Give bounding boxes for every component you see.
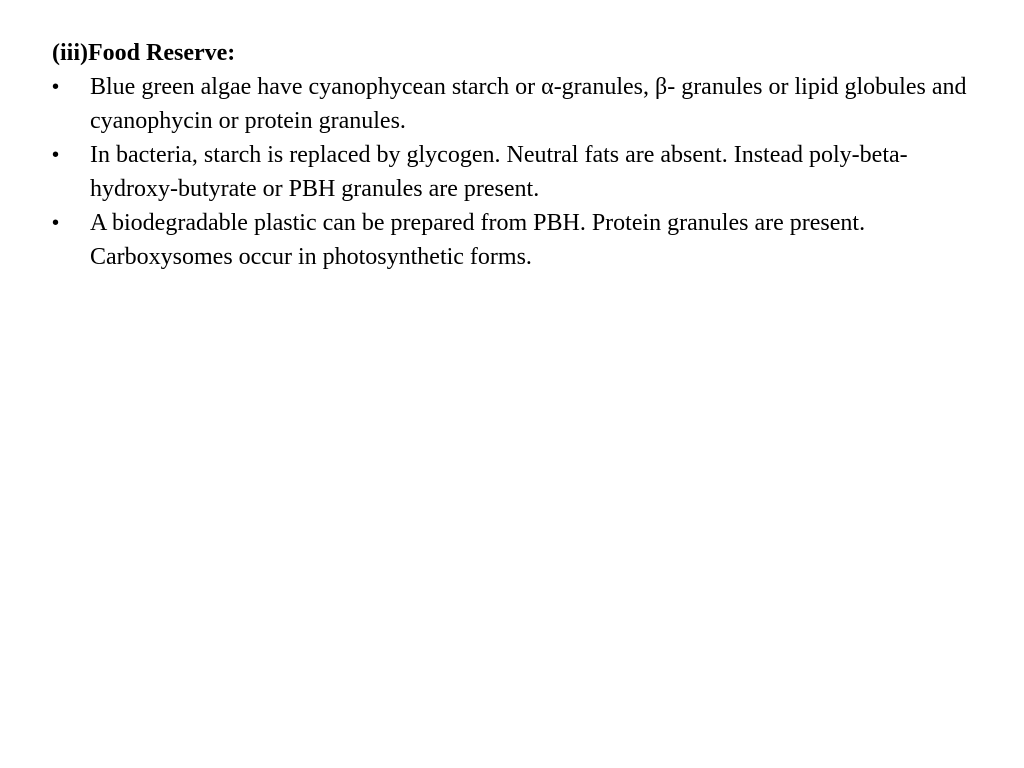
bullet-text: In bacteria, starch is replaced by glycogen. Neutral fats are absent. Instead poly-beta-hydroxy-butyrate or PBH granules are present.: [90, 142, 908, 202]
bullet-text: A biodegradable plastic can be prepared from PBH. Protein granules are present. Carboxysomes occur in photosynthetic forms.: [90, 210, 866, 270]
section-heading: (iii)Food Reserve:: [52, 40, 236, 66]
bullet-icon: •: [52, 144, 60, 166]
bullet-item-algae: [52, 70, 984, 138]
bullet-icon: •: [52, 76, 60, 98]
bullet-item-plastic: [52, 206, 984, 274]
bullet-icon: •: [52, 212, 60, 234]
bullet-text: Blue green algae have cyanophycean starch or α-granules, β- granules or lipid globules and cyanophycin or protein granules.: [90, 74, 967, 134]
bullet-item-bacteria: [52, 138, 984, 206]
bullet-list: [52, 70, 984, 274]
